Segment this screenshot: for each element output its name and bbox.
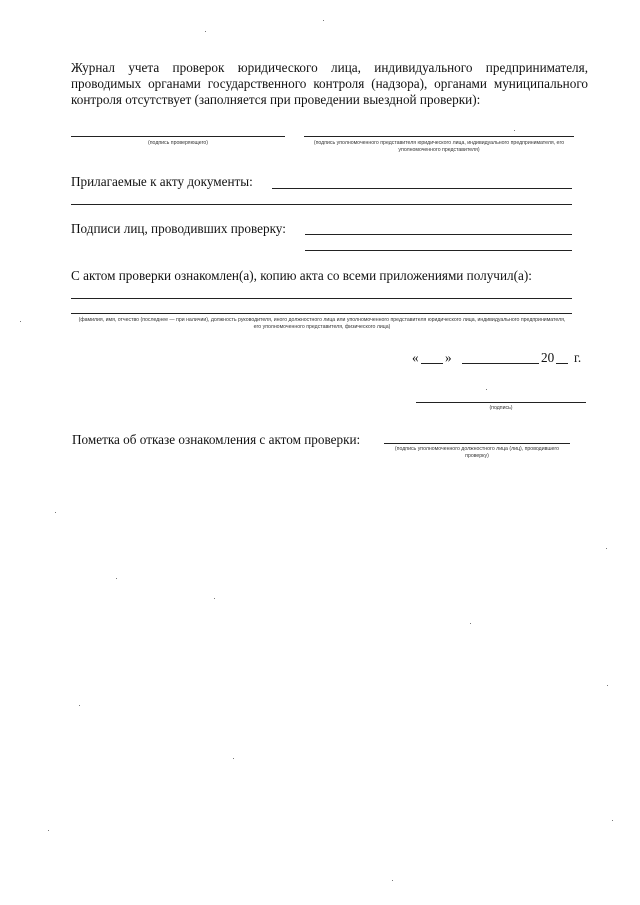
inspectors-signature-line-1 [305,234,572,235]
scan-speck [514,130,515,131]
representative-signature-caption: (подпись уполномоченного представителя юридического лица, индивидуального предпринимателя, его уполномоченного представителя) [313,140,565,153]
scan-speck [607,685,608,686]
scan-speck [486,389,487,390]
inspectors-signature-line-2 [305,250,572,251]
scan-speck [79,705,80,706]
scan-speck [55,512,56,513]
refusal-signature-line [384,443,570,444]
scan-speck [612,820,613,821]
scan-speck [48,830,49,831]
acquainted-caption: (фамилия, имя, отчество (последнее — при наличии), должность руководителя, иного должностного лица или уполномоченного представителя юридического лица, индивидуального предпринимателя, его уполномоченного представителя, физического лица) [78,317,566,330]
signature-line [416,402,586,403]
journal-paragraph: Журнал учета проверок юридического лица, индивидуального предпринимателя, проводимых органами государственного контроля (надзора), органами муниципального контроля отсутствует (заполняется при проведении выездной проверки): [71,60,588,107]
scan-speck [205,31,206,32]
acquainted-line-1 [71,298,572,299]
inspectors-signatures-label: Подписи лиц, проводивших проверку: [71,221,286,236]
attached-documents-line-2 [71,204,572,205]
date-day-line [421,363,443,364]
refusal-caption: (подпись уполномоченного должностного лица (лиц), проводившего проверку) [394,446,560,459]
date-year-prefix: 20 [541,350,555,365]
scan-speck [233,758,234,759]
scan-speck [20,321,21,322]
attached-documents-line-1 [272,188,572,189]
signature-caption: (подпись) [489,405,513,411]
date-close-quote: » [445,350,452,365]
acquainted-label: С актом проверки ознакомлен(а), копию акта со всеми приложениями получил(а): [71,268,532,283]
date-month-line [462,363,539,364]
refusal-label: Пометка об отказе ознакомления с актом проверки: [72,432,361,447]
date-year-suffix: г. [574,350,582,365]
acquainted-line-2 [71,313,572,314]
scan-speck [606,548,607,549]
representative-signature-line [304,136,574,137]
scan-speck [392,880,393,881]
scan-speck [214,598,215,599]
inspector-signature-caption: (подпись проверяющего) [148,140,208,146]
date-open-quote: « [412,350,419,365]
inspector-signature-line [71,136,285,137]
scan-speck [116,578,117,579]
scan-speck [323,20,324,21]
scan-speck [470,623,471,624]
attached-documents-label: Прилагаемые к акту документы: [71,174,253,189]
date-year-line [556,363,568,364]
